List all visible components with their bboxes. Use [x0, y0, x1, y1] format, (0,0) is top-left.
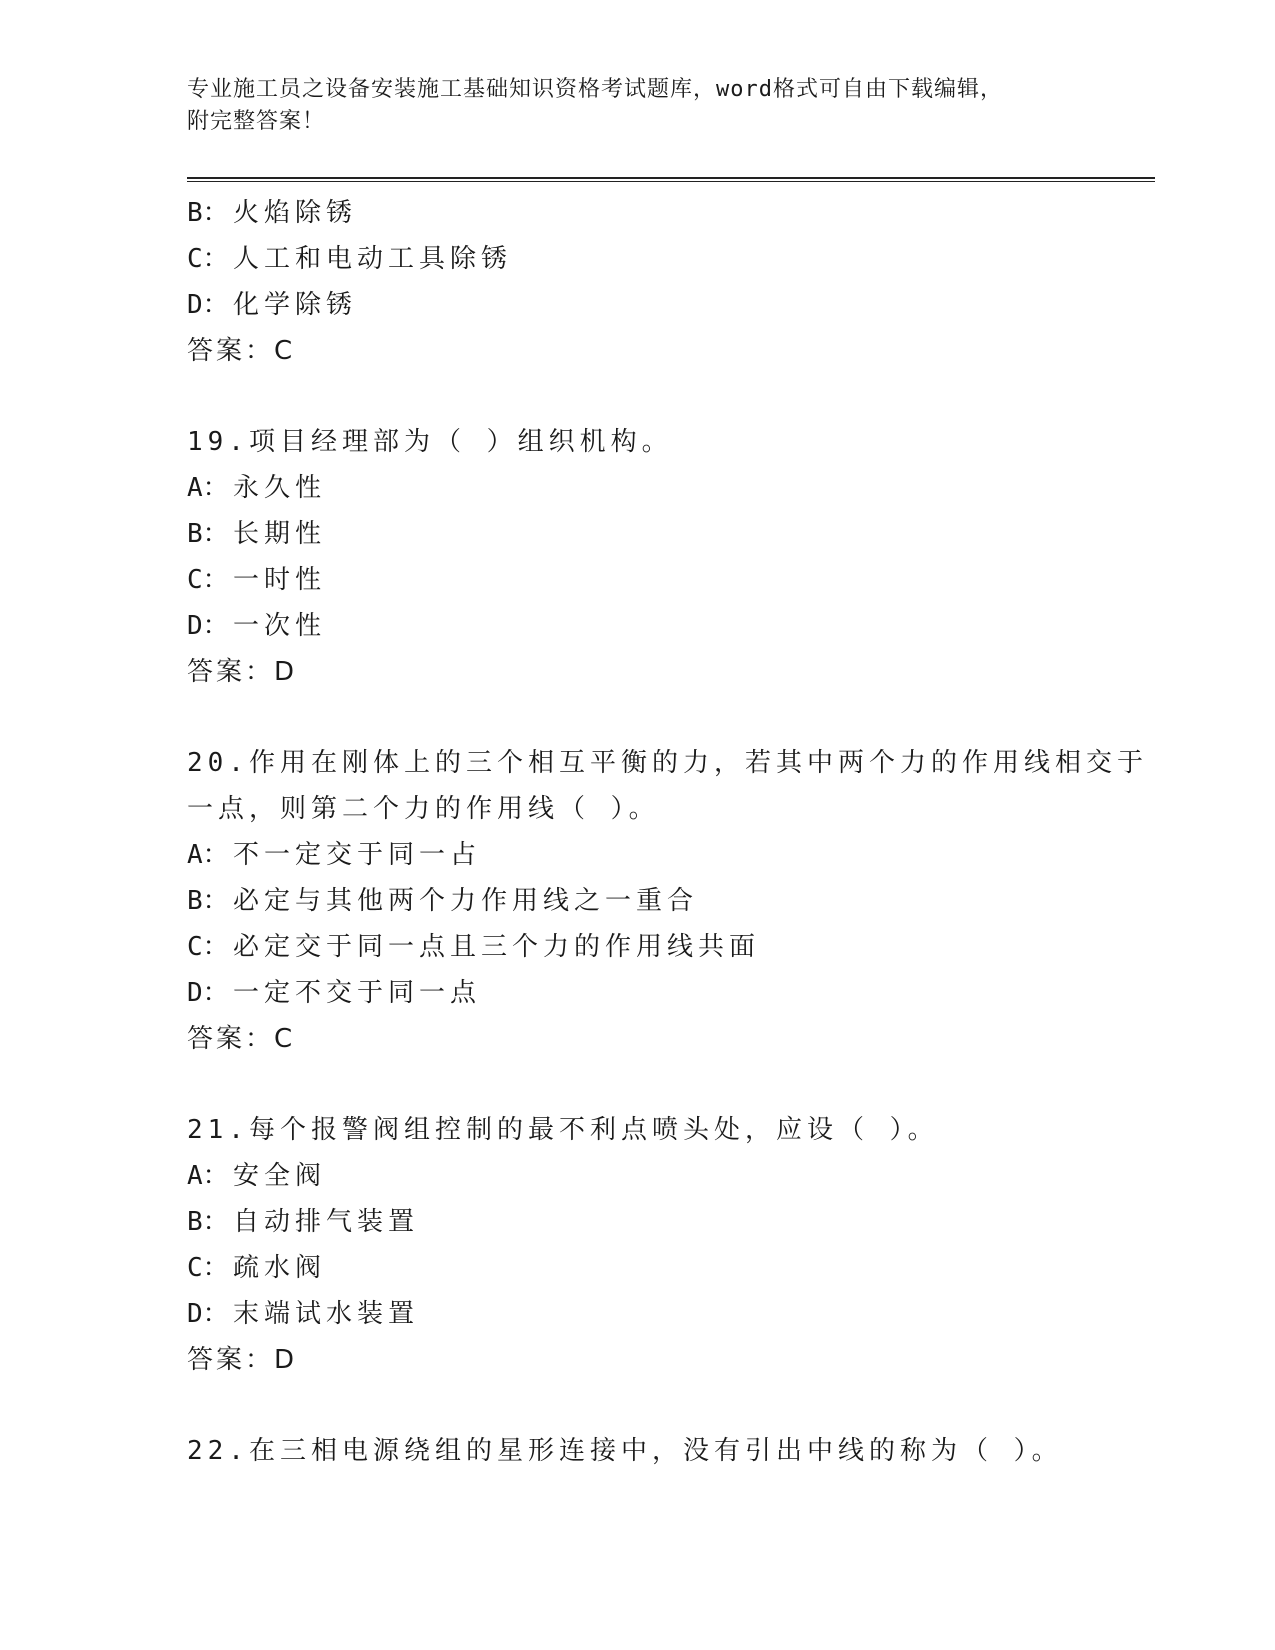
answer-line: 答案：C	[187, 336, 296, 366]
option-row	[187, 465, 1157, 511]
option-text: 安全阀	[233, 1161, 327, 1191]
option-letter: C：	[187, 565, 229, 595]
question-22	[187, 1428, 1157, 1474]
option-letter: D：	[187, 611, 229, 641]
option-text: 永久性	[233, 473, 327, 503]
option-row	[187, 832, 1157, 878]
option-letter: D：	[187, 978, 229, 1008]
option-letter: B：	[187, 886, 229, 916]
option-letter: C：	[187, 244, 229, 274]
option-text: 必定与其他两个力作用线之一重合	[233, 886, 699, 916]
option-letter: D：	[187, 290, 229, 320]
option-text: 一时性	[233, 565, 327, 595]
option-row	[187, 190, 1157, 236]
question-stem: 19.项目经理部为（ ）组织机构。	[187, 427, 673, 457]
answer-line: 答案：D	[187, 657, 298, 687]
question-stem: 20.作用在刚体上的三个相互平衡的力，若其中两个力的作用线相交于	[187, 748, 1148, 778]
option-row	[187, 924, 1157, 970]
option-letter: B：	[187, 198, 229, 228]
answer-line: 答案：C	[187, 1024, 296, 1054]
option-letter: A：	[187, 1161, 229, 1191]
answer-line: 答案：D	[187, 1345, 298, 1375]
option-row	[187, 1245, 1157, 1291]
option-text: 必定交于同一点且三个力的作用线共面	[233, 932, 761, 962]
option-text: 自动排气装置	[233, 1207, 420, 1237]
option-text: 长期性	[233, 519, 327, 549]
header-divider	[187, 177, 1155, 182]
option-text: 火焰除锈	[233, 198, 358, 228]
option-letter: C：	[187, 932, 229, 962]
option-row	[187, 1291, 1157, 1337]
option-row	[187, 511, 1157, 557]
header-line-2: 附完整答案！	[187, 109, 326, 134]
option-row	[187, 970, 1157, 1016]
spacer	[187, 1383, 1157, 1428]
option-text: 疏水阀	[233, 1253, 327, 1283]
question-list	[187, 190, 1157, 1474]
option-letter: A：	[187, 473, 229, 503]
option-letter: D：	[187, 1299, 229, 1329]
option-text: 一定不交于同一点	[233, 978, 482, 1008]
option-text: 不一定交于同一占	[233, 840, 482, 870]
question-stem-continued: 一点，则第二个力的作用线（ ）。	[187, 794, 660, 824]
option-letter: B：	[187, 1207, 229, 1237]
option-row	[187, 236, 1157, 282]
question-stem: 22.在三相电源绕组的星形连接中，没有引出中线的称为（ ）。	[187, 1436, 1063, 1466]
question-21	[187, 1107, 1157, 1383]
option-row	[187, 557, 1157, 603]
document-header	[187, 74, 1087, 138]
question-stem: 21.每个报警阀组控制的最不利点喷头处，应设（ ）。	[187, 1115, 939, 1145]
spacer	[187, 695, 1157, 740]
option-row	[187, 1199, 1157, 1245]
option-letter: A：	[187, 840, 229, 870]
option-letter: B：	[187, 519, 229, 549]
option-text: 一次性	[233, 611, 327, 641]
question-20	[187, 740, 1157, 1062]
option-text: 末端试水装置	[233, 1299, 420, 1329]
option-row	[187, 878, 1157, 924]
spacer	[187, 374, 1157, 419]
option-row	[187, 282, 1157, 328]
question-partial	[187, 190, 1157, 374]
option-text: 化学除锈	[233, 290, 358, 320]
option-row	[187, 603, 1157, 649]
spacer	[187, 1062, 1157, 1107]
header-line-1: 专业施工员之设备安装施工基础知识资格考试题库，word格式可自由下载编辑，	[187, 77, 1003, 102]
option-text: 人工和电动工具除锈	[233, 244, 513, 274]
question-19	[187, 419, 1157, 695]
option-row	[187, 1153, 1157, 1199]
option-letter: C：	[187, 1253, 229, 1283]
